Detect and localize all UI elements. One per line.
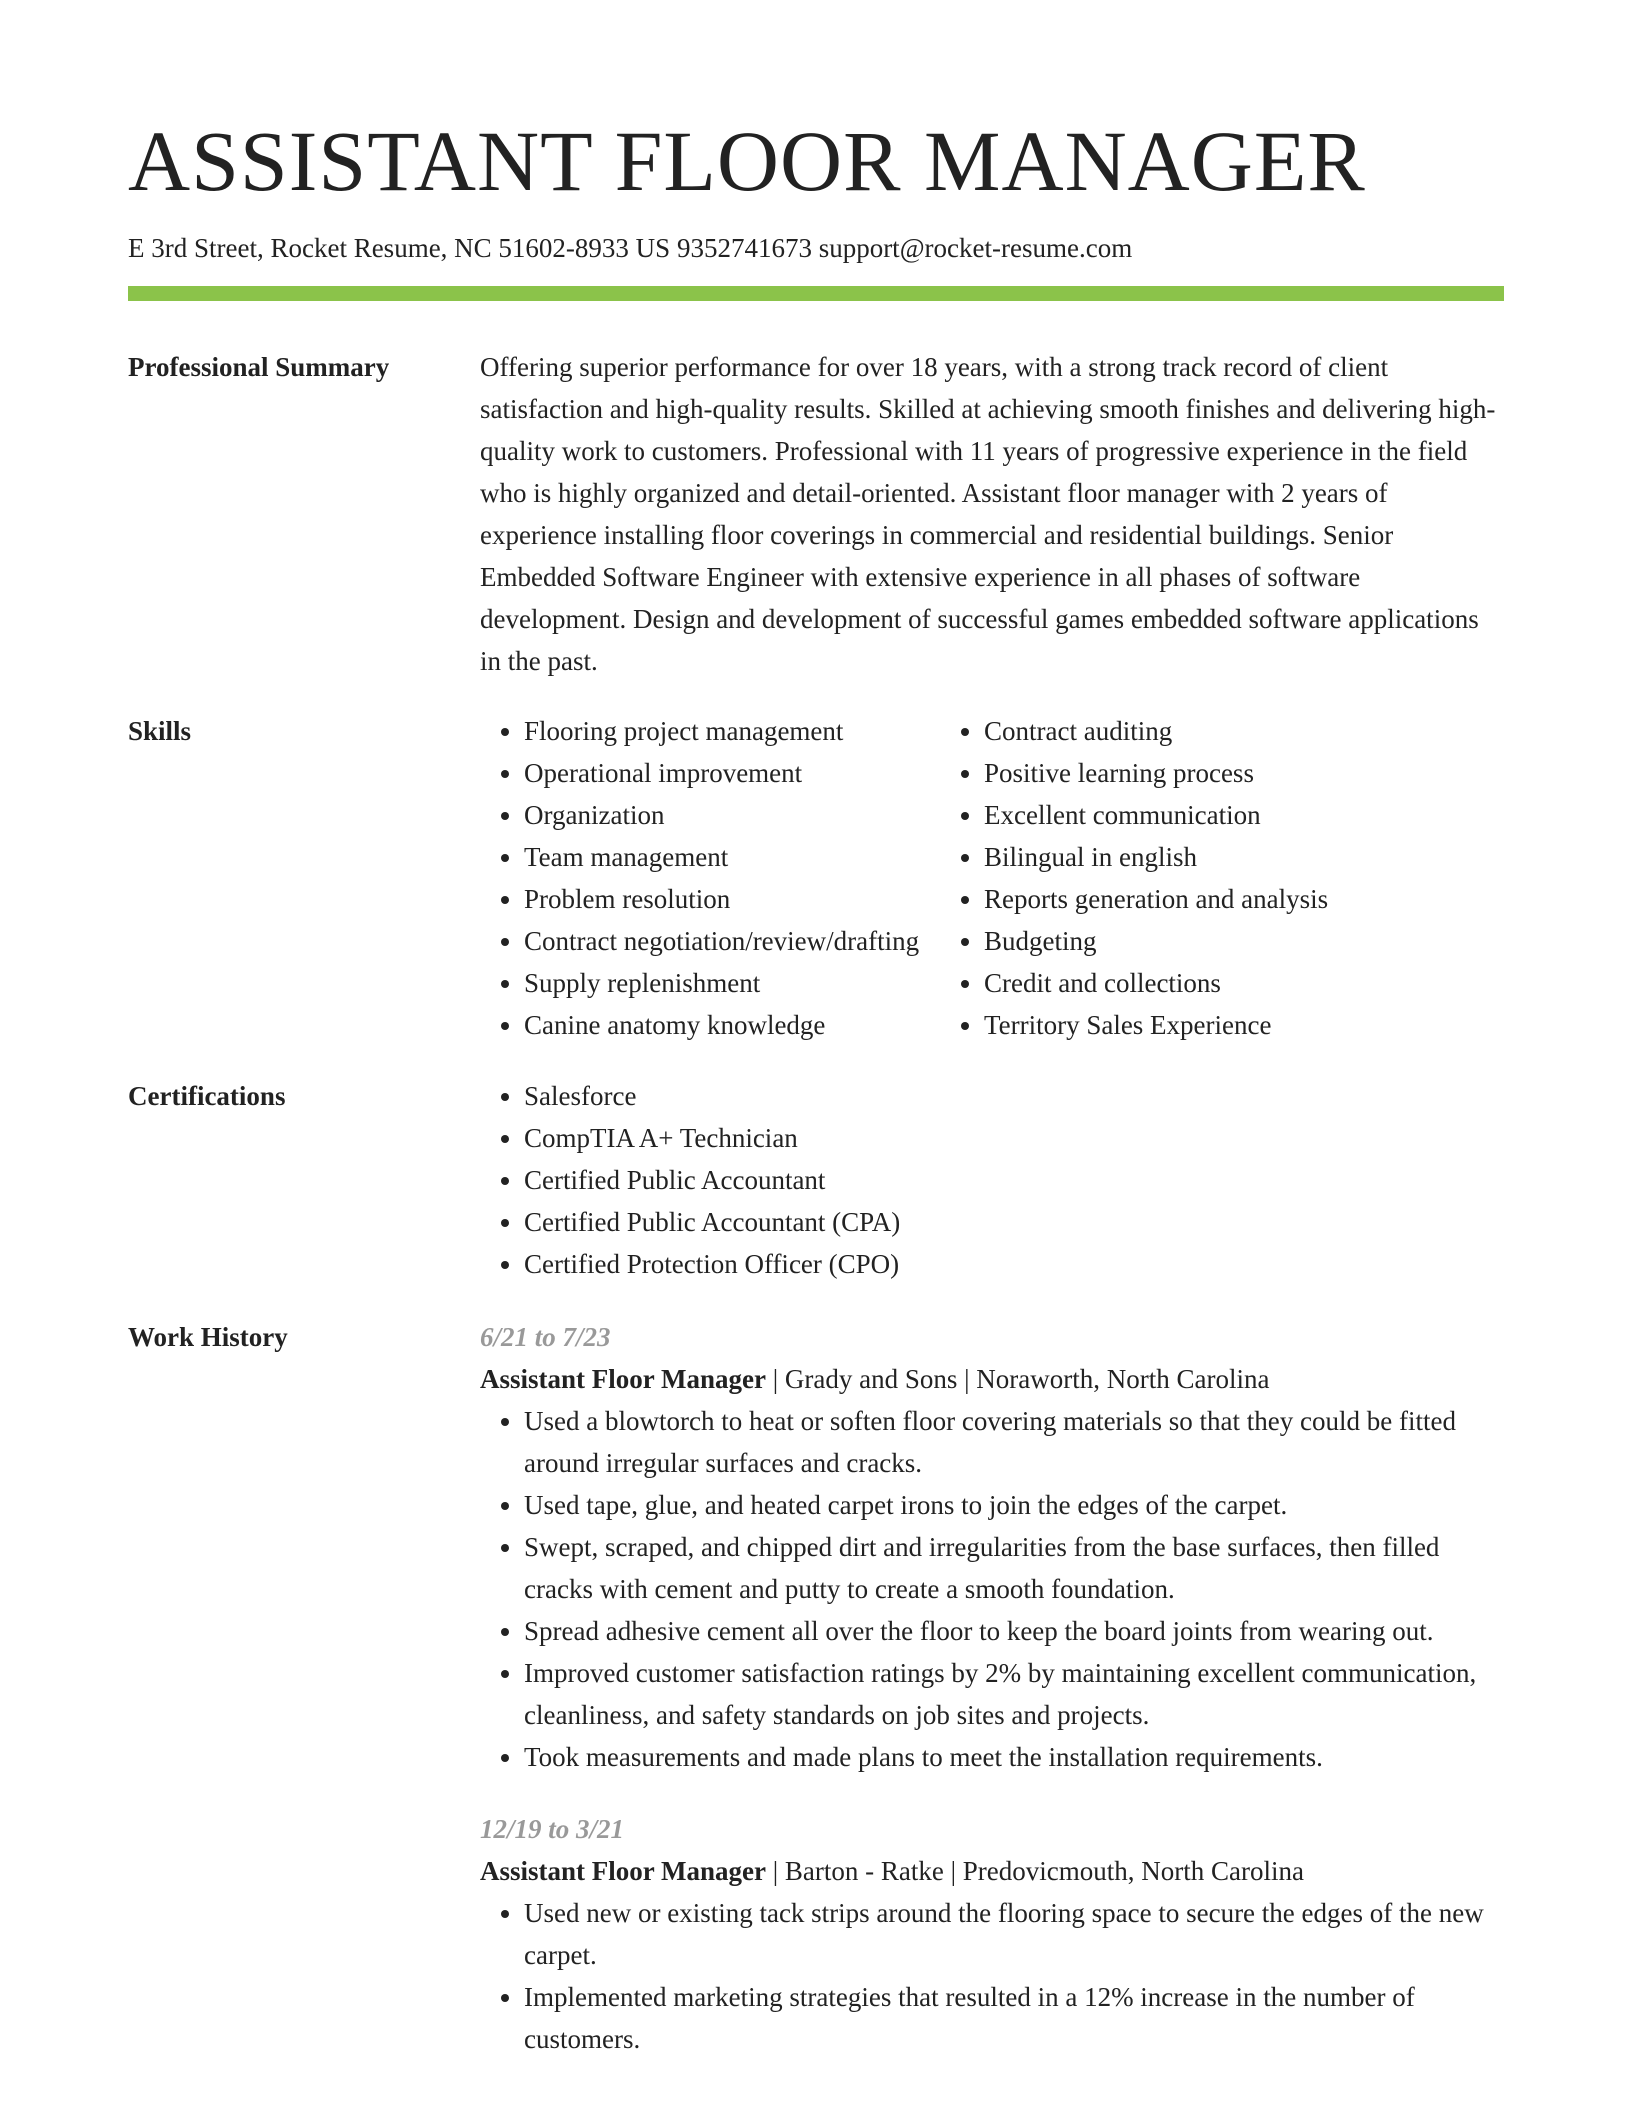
summary-text: Offering superior performance for over 18 years, with a strong track record of client satisfaction and high-quality results. Skilled at achieving smooth finishes and delivering high-quality work to customers. Professional with 11 years of progressive experience in the field who is highly organized and detail-oriented. Assistant floor manager with 2 years of experience installing floor coverings in commercial and residential buildings. Senior Embedded Software Engineer with extensive experience in all phases of software development. Design and development of successful games embedded software applications in the past. (480, 352, 1496, 676)
certifications-list (480, 1075, 1504, 1285)
skills-list-right (940, 710, 1328, 1046)
job-bullet: • Spread adhesive cement all over the floor to keep the board joints from wearing out. (524, 1610, 1504, 1652)
job-entry (480, 1316, 1504, 1778)
skill-item: • Contract negotiation/review/drafting (524, 920, 940, 962)
skill-item: • Organization (524, 794, 940, 836)
skill-item: • Team management (524, 836, 940, 878)
skill-item: • Bilingual in english (984, 836, 1328, 878)
contact-line: E 3rd Street, Rocket Resume, NC 51602-8933 US 9352741673 support@rocket-resume.com (128, 233, 1133, 263)
skill-item: • Operational improvement (524, 752, 940, 794)
job-details: | Grady and Sons | Noraworth, North Carolina (765, 1364, 1270, 1394)
job-bullet: • Improved customer satisfaction ratings by 2% by maintaining excellent communication, cleanliness, and safety standards on job sites and projects. (524, 1652, 1504, 1736)
skill-item: • Reports generation and analysis (984, 878, 1328, 920)
skill-item: • Excellent communication (984, 794, 1328, 836)
job-dates: 12/19 to 3/21 (480, 1814, 625, 1844)
certification-item: • Salesforce (524, 1075, 1504, 1117)
job-title: Assistant Floor Manager (480, 1364, 766, 1394)
skill-item: • Supply replenishment (524, 962, 940, 1004)
skill-item: • Flooring project management (524, 710, 940, 752)
job-heading (480, 1850, 1504, 1892)
skill-item: • Problem resolution (524, 878, 940, 920)
skill-item: • Budgeting (984, 920, 1328, 962)
skill-item: • Contract auditing (984, 710, 1328, 752)
resume-name: ASSISTANT FLOOR MANAGER (128, 113, 1366, 209)
skills-list-left (480, 710, 940, 1046)
job-bullet: • Used new or existing tack strips around the flooring space to secure the edges of the new carpet. (524, 1892, 1504, 1976)
job-dates: 6/21 to 7/23 (480, 1322, 611, 1352)
job-bullet: • Used tape, glue, and heated carpet irons to join the edges of the carpet. (524, 1484, 1504, 1526)
job-bullet: • Took measurements and made plans to meet the installation requirements. (524, 1736, 1504, 1778)
certification-item: • Certified Protection Officer (CPO) (524, 1243, 1504, 1285)
job-bullet: • Used a blowtorch to heat or soften floor covering materials so that they could be fitted around irregular surfaces and cracks. (524, 1400, 1504, 1484)
certification-item: • Certified Public Accountant (CPA) (524, 1201, 1504, 1243)
skill-item: • Canine anatomy knowledge (524, 1004, 940, 1046)
skills-section (480, 710, 1504, 1046)
certification-item: • CompTIA A+ Technician (524, 1117, 1504, 1159)
work-history-section (480, 1316, 1504, 2060)
job-entry (480, 1808, 1504, 2060)
skills-heading: Skills (128, 716, 192, 746)
certifications-section (480, 1075, 1504, 1285)
job-bullets (480, 1892, 1504, 2060)
job-bullets (480, 1400, 1504, 1778)
skill-item: • Credit and collections (984, 962, 1328, 1004)
job-title: Assistant Floor Manager (480, 1856, 766, 1886)
certifications-heading: Certifications (128, 1081, 286, 1111)
skill-item: • Positive learning process (984, 752, 1328, 794)
summary-heading: Professional Summary (128, 352, 390, 382)
job-details: | Barton - Ratke | Predovicmouth, North Carolina (765, 1856, 1304, 1886)
summary-section (480, 346, 1504, 682)
job-bullet: • Swept, scraped, and chipped dirt and irregularities from the base surfaces, then filled cracks with cement and putty to create a smooth foundation. (524, 1526, 1504, 1610)
work-heading: Work History (128, 1322, 288, 1352)
job-bullet: • Implemented marketing strategies that resulted in a 12% increase in the number of customers. (524, 1976, 1504, 2060)
accent-divider (128, 286, 1504, 301)
certification-item: • Certified Public Accountant (524, 1159, 1504, 1201)
skill-item: • Territory Sales Experience (984, 1004, 1328, 1046)
job-heading (480, 1358, 1504, 1400)
